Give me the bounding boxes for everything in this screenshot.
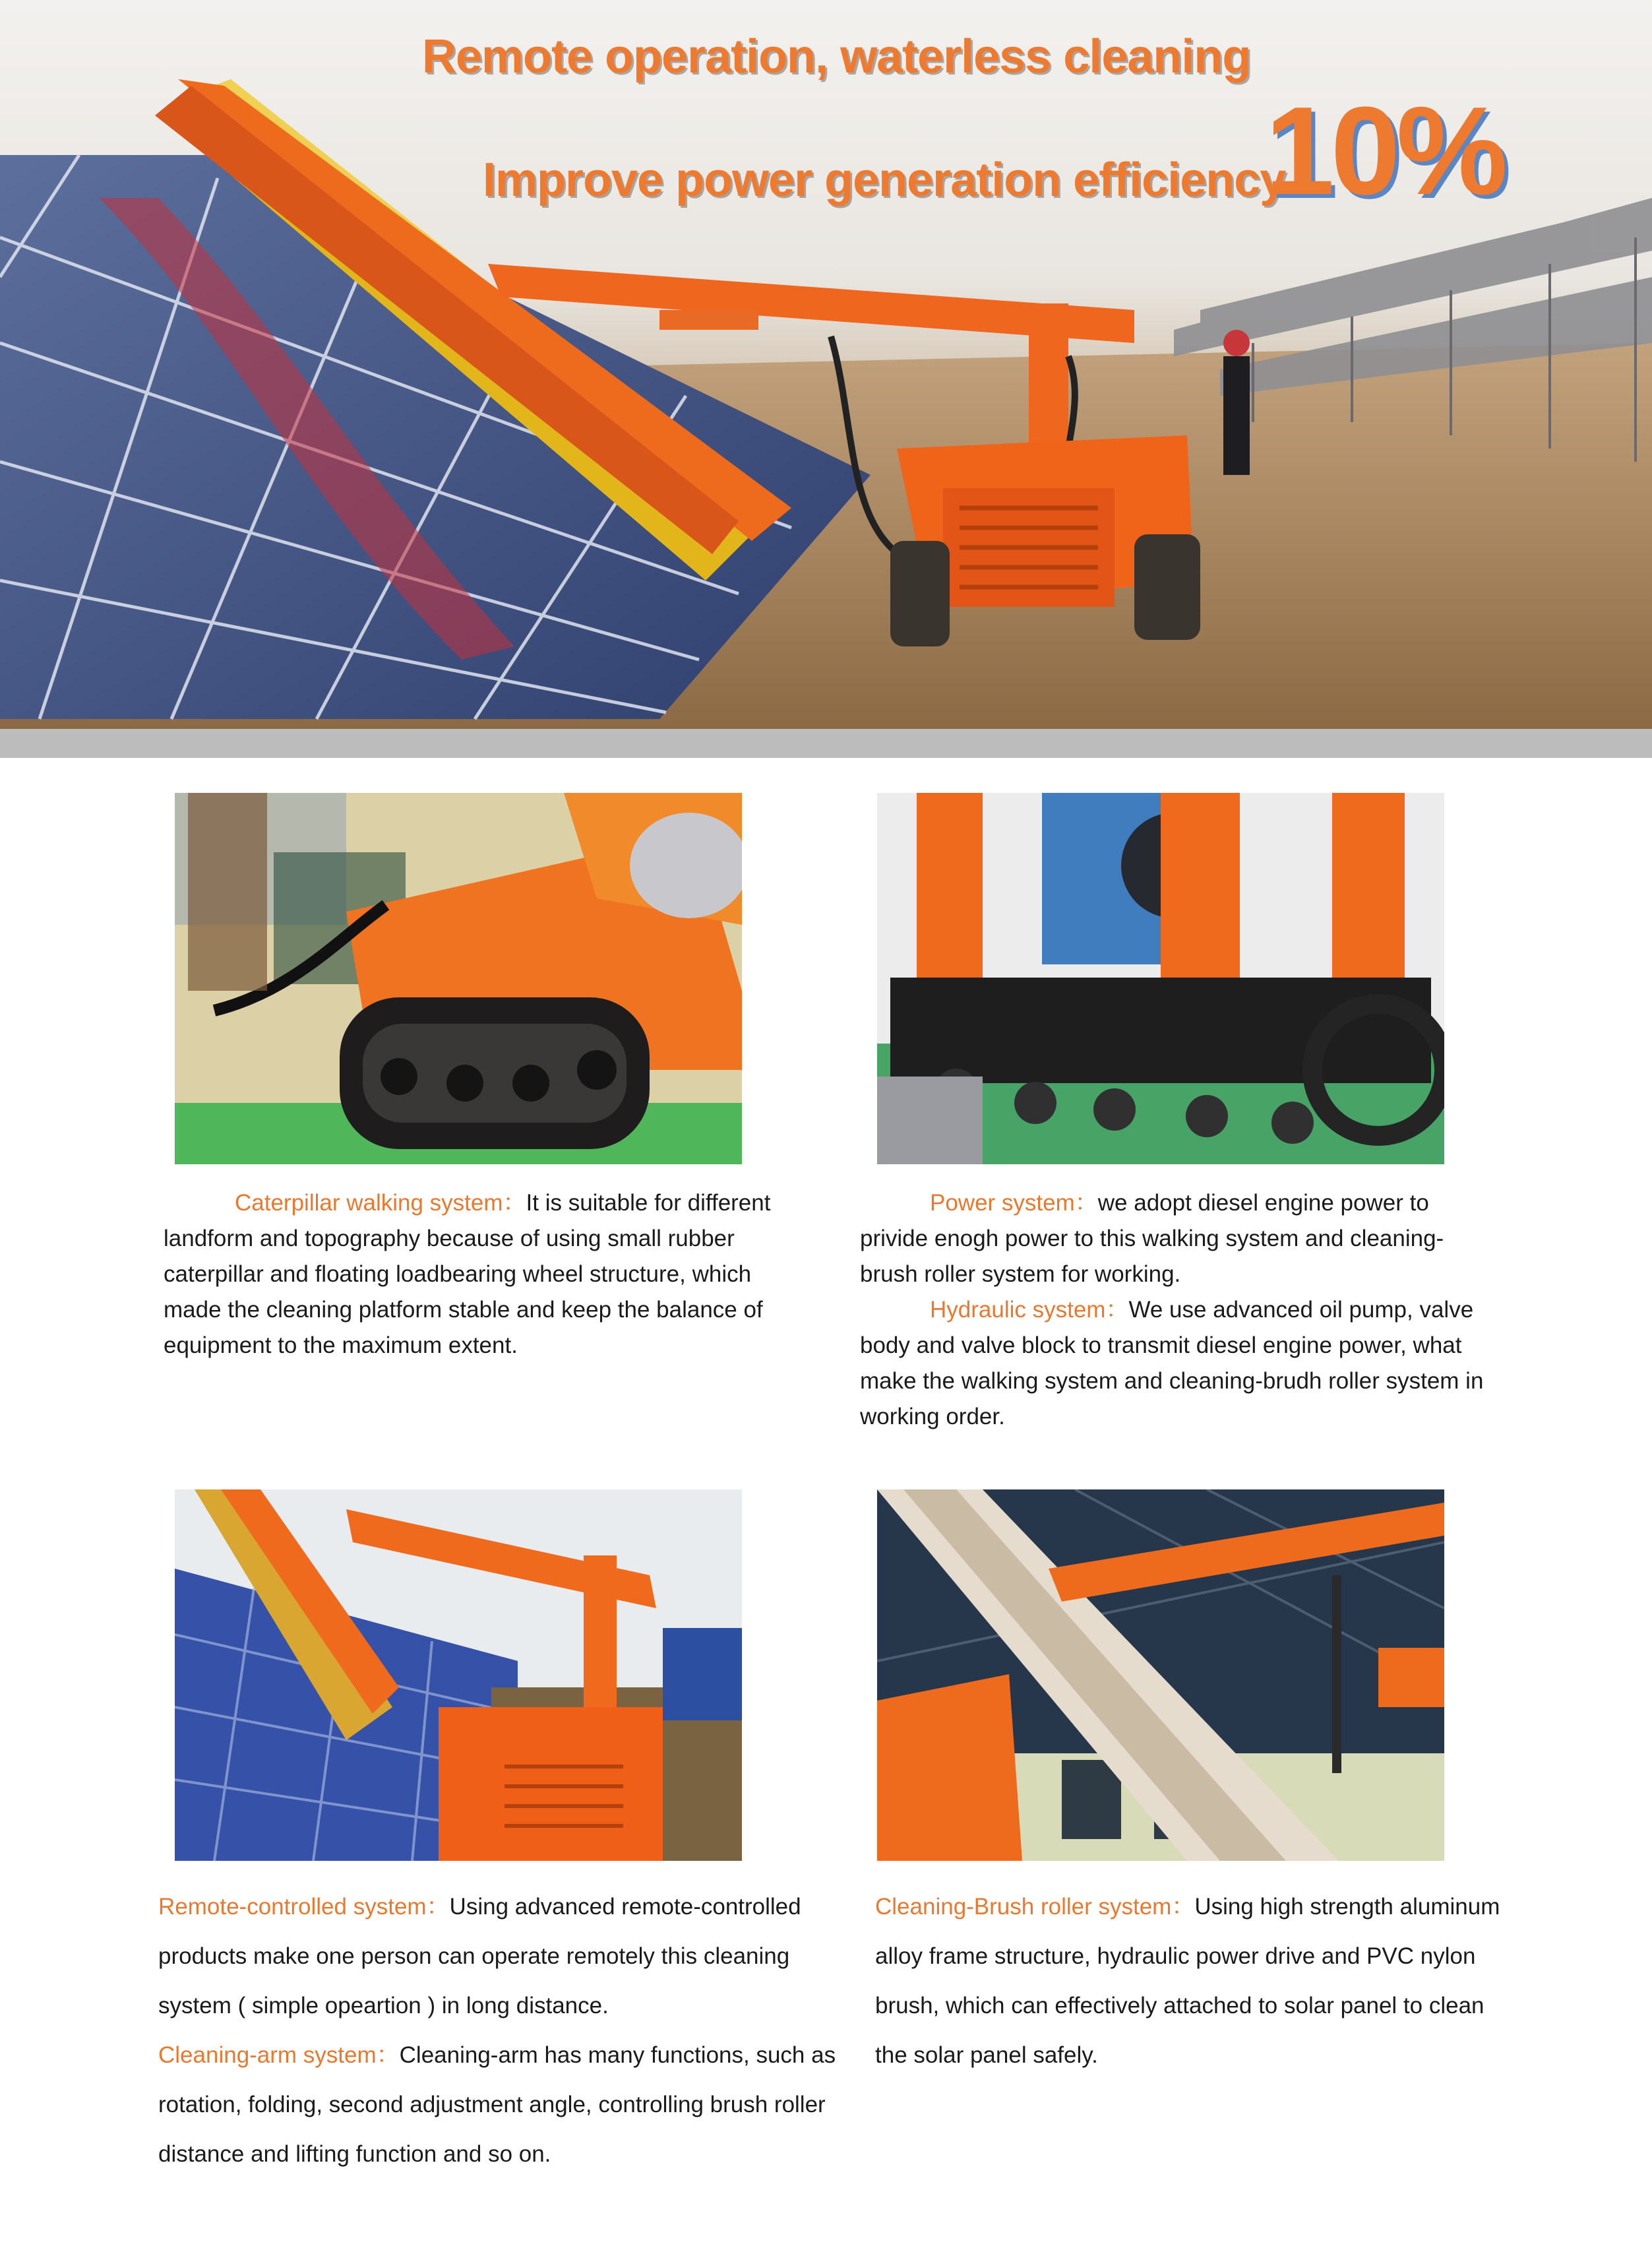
hero-divider [0, 729, 1652, 758]
remote-control-photo [175, 1489, 742, 1861]
hydraulic-title: Hydraulic system： [930, 1297, 1129, 1323]
caterpillar-body: It is suitable for different landform and topography because of using small rubber caterpillar and floating loadbearing wheel structure, which made the cleaning platform stable and keep the balance of equipment to the maximum extent. [164, 1190, 771, 1358]
hero-banner [0, 0, 1652, 729]
power-description [860, 1185, 1493, 1435]
remote-description [158, 1882, 844, 2179]
power-body: we adopt diesel engine power to privide enogh power to this walking system and cleaning-brush roller system for working. [860, 1190, 1444, 1287]
caterpillar-description [164, 1185, 810, 1363]
hero-efficiency-percent: 10% [1265, 81, 1504, 221]
brush-roller-photo [877, 1489, 1444, 1861]
remote-title: Remote-controlled system： [158, 1894, 450, 1920]
power-title: Power system： [930, 1190, 1098, 1216]
hero-headline-secondary: Improve power generation efficiency [483, 154, 1286, 206]
brush-body: Using high strength aluminum alloy frame structure, hydraulic power drive and PVC nylon brush, which can effectively attached to solar panel to clean the solar panel safely. [875, 1894, 1500, 2068]
hydraulic-body: We use advanced oil pump, valve body and valve block to transmit diesel engine power, what make the walking system and cleaning-brudh roller system in working order. [860, 1297, 1484, 1429]
caterpillar-title: Caterpillar walking system： [235, 1190, 526, 1216]
power-system-photo [877, 793, 1444, 1164]
brush-title: Cleaning-Brush roller system： [875, 1894, 1195, 1920]
caterpillar-photo [175, 793, 742, 1164]
arm-title: Cleaning-arm system： [158, 2042, 400, 2068]
hero-headline-primary: Remote operation, waterless cleaning [422, 30, 1251, 83]
brush-description [875, 1882, 1508, 2080]
arm-body: Cleaning-arm has many functions, such as rotation, folding, second adjustment angle, controlling brush roller distance and lifting function and so on. [158, 2042, 836, 2167]
remote-body: Using advanced remote-controlled products make one person can operate remotely this cleaning system ( simple opeartion ) in long distance. [158, 1894, 801, 2018]
